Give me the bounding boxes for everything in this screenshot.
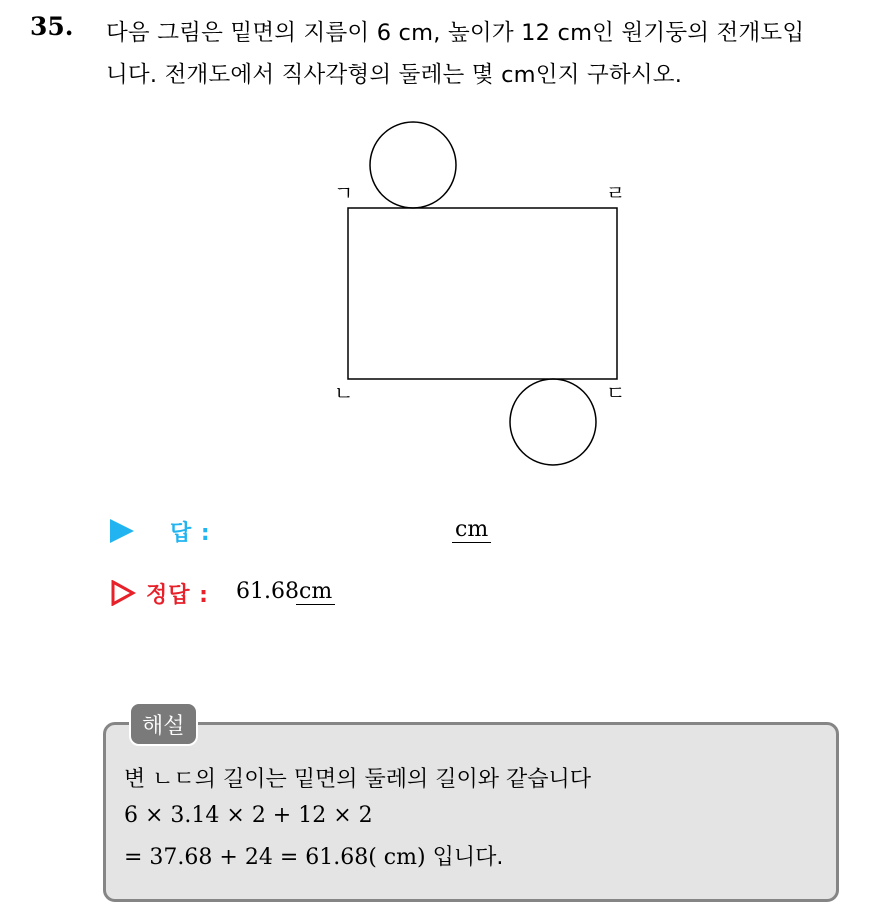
vertex-label-digeut: ㄷ [606, 381, 626, 405]
top-base-circle [370, 122, 456, 208]
vertex-label-nieun: ㄴ [334, 381, 354, 405]
side-rectangle [348, 208, 617, 379]
solution-line-3 [124, 840, 503, 871]
solution-line-3-text: 입니다. [425, 845, 504, 870]
correct-answer-label: 정답 : [146, 582, 209, 608]
question-line-1: 다음 그림은 밑면의 지름이 6 cm, 높이가 12 cm인 원기둥의 전개도입 [106, 20, 805, 46]
outline-triangle-icon [110, 580, 136, 606]
question-number: 35. [30, 12, 74, 41]
correct-answer-row [110, 576, 209, 610]
solution-line-1: 변 ㄴㄷ의 길이는 밑면의 둘레의 길이와 같습니다 [124, 767, 592, 792]
bottom-base-circle [510, 379, 596, 465]
correct-answer-value: 61.68 [236, 579, 299, 604]
answer-blank-unit: cm [452, 518, 491, 543]
answer-label: 답 : [170, 520, 211, 546]
solution-line-2: 6 × 3.14 × 2 + 12 × 2 [124, 803, 373, 828]
vertex-label-rieul: ㄹ [606, 181, 626, 205]
correct-answer-unit: cm [296, 580, 335, 605]
play-triangle-icon [110, 519, 134, 543]
solution-line-3-math: = 37.68 + 24 = 61.68( cm) [124, 845, 426, 870]
solution-tab: 해설 [129, 702, 198, 746]
question-line-2: 니다. 전개도에서 직사각형의 둘레는 몇 cm인지 구하시오. [106, 62, 683, 88]
answer-row [110, 514, 211, 548]
vertex-label-giyeok: ㄱ [334, 181, 354, 205]
